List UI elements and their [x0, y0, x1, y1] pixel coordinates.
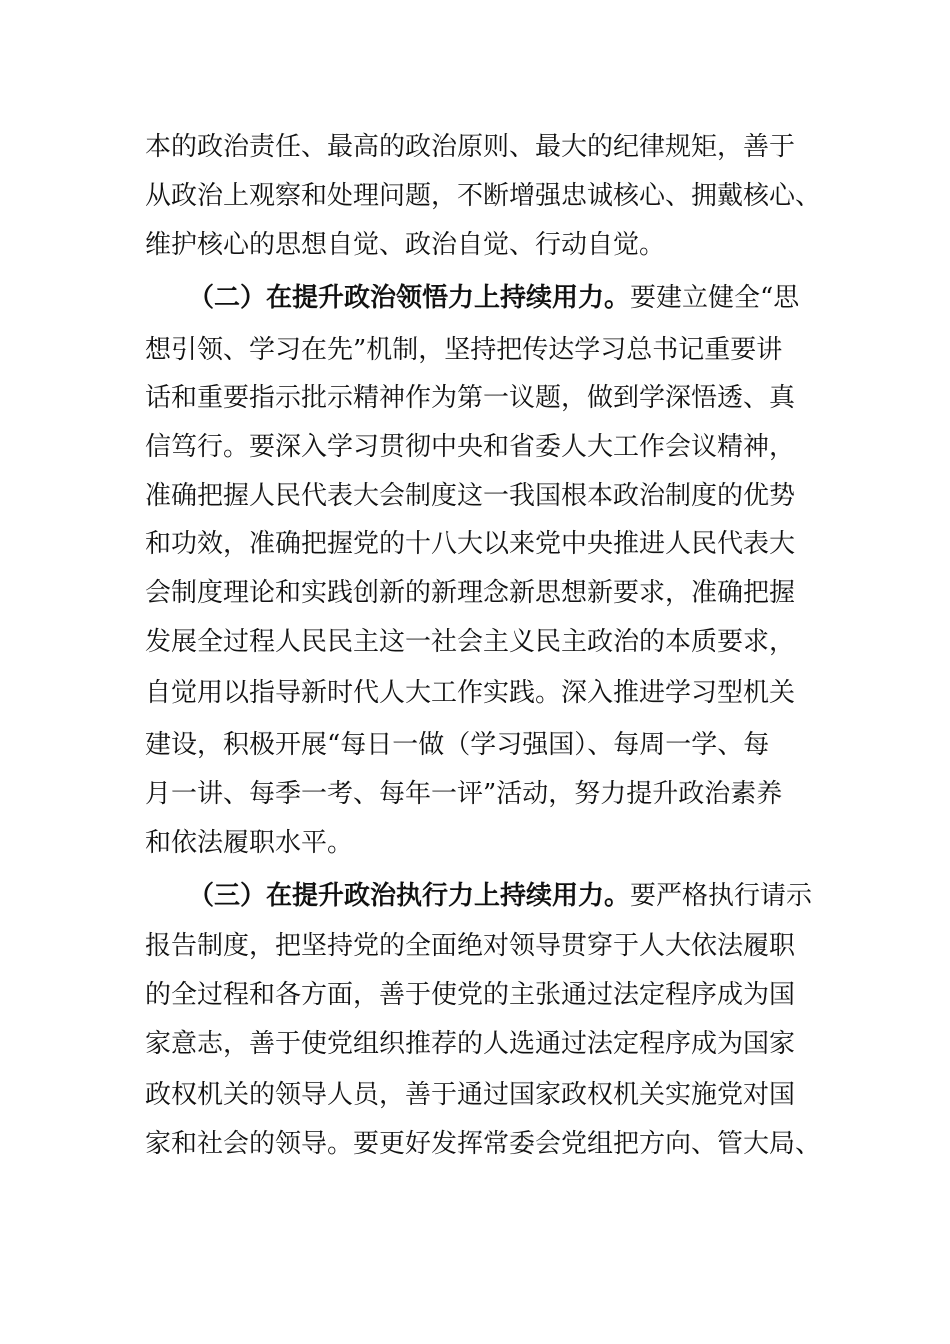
- text-line: 建设，积极开展“每日一做（学习强国）、每周一学、每: [145, 730, 770, 760]
- text-line: 月一讲、每季一考、每年一评”活动，努力提升政治素养: [145, 779, 783, 809]
- section-3-heading: （三）在提升政治执行力上持续用力。: [188, 881, 631, 911]
- section-2-first-line: [188, 274, 848, 323]
- text-line: 家意志，善于使党组织推荐的人选通过法定程序成为国家: [145, 1029, 796, 1059]
- text-line: 发展全过程人民民主这一社会主义民主政治的本质要求，: [145, 627, 796, 657]
- section-3-first-line: [188, 872, 848, 921]
- section-2-heading: （二）在提升政治领悟力上持续用力。: [188, 283, 631, 313]
- text-line: 维护核心的思想自觉、政治自觉、行动自觉。: [145, 230, 666, 260]
- text-line: 报告制度，把坚持党的全面绝对领导贯穿于人大依法履职: [145, 931, 796, 961]
- text-line: 政权机关的领导人员，善于通过国家政权机关实施党对国: [145, 1080, 796, 1110]
- text-line: 会制度理论和实践创新的新理念新思想新要求，准确把握: [145, 578, 796, 608]
- section-2-text: 要建立健全“思: [630, 283, 800, 313]
- text-line: 从政治上观察和处理问题，不断增强忠诚核心、拥戴核心、: [145, 181, 822, 211]
- text-line: 自觉用以指导新时代人大工作实践。深入推进学习型机关: [145, 678, 796, 708]
- section-3-text: 要严格执行请示: [630, 881, 813, 911]
- text-line: 的全过程和各方面，善于使党的主张通过法定程序成为国: [145, 980, 796, 1010]
- text-line: 家和社会的领导。要更好发挥常委会党组把方向、管大局、: [145, 1129, 822, 1159]
- text-line: 想引领、学习在先”机制，坚持把传达学习总书记重要讲: [145, 335, 783, 365]
- text-line: 话和重要指示批示精神作为第一议题，做到学深悟透、真: [145, 383, 796, 413]
- text-line: 和功效，准确把握党的十八大以来党中央推进人民代表大: [145, 529, 796, 559]
- text-line: 信笃行。要深入学习贯彻中央和省委人大工作会议精神，: [145, 432, 796, 462]
- text-line: 本的政治责任、最高的政治原则、最大的纪律规矩，善于: [145, 132, 796, 162]
- text-line: 准确把握人民代表大会制度这一我国根本政治制度的优势: [145, 481, 796, 511]
- text-line: 和依法履职水平。: [145, 828, 354, 858]
